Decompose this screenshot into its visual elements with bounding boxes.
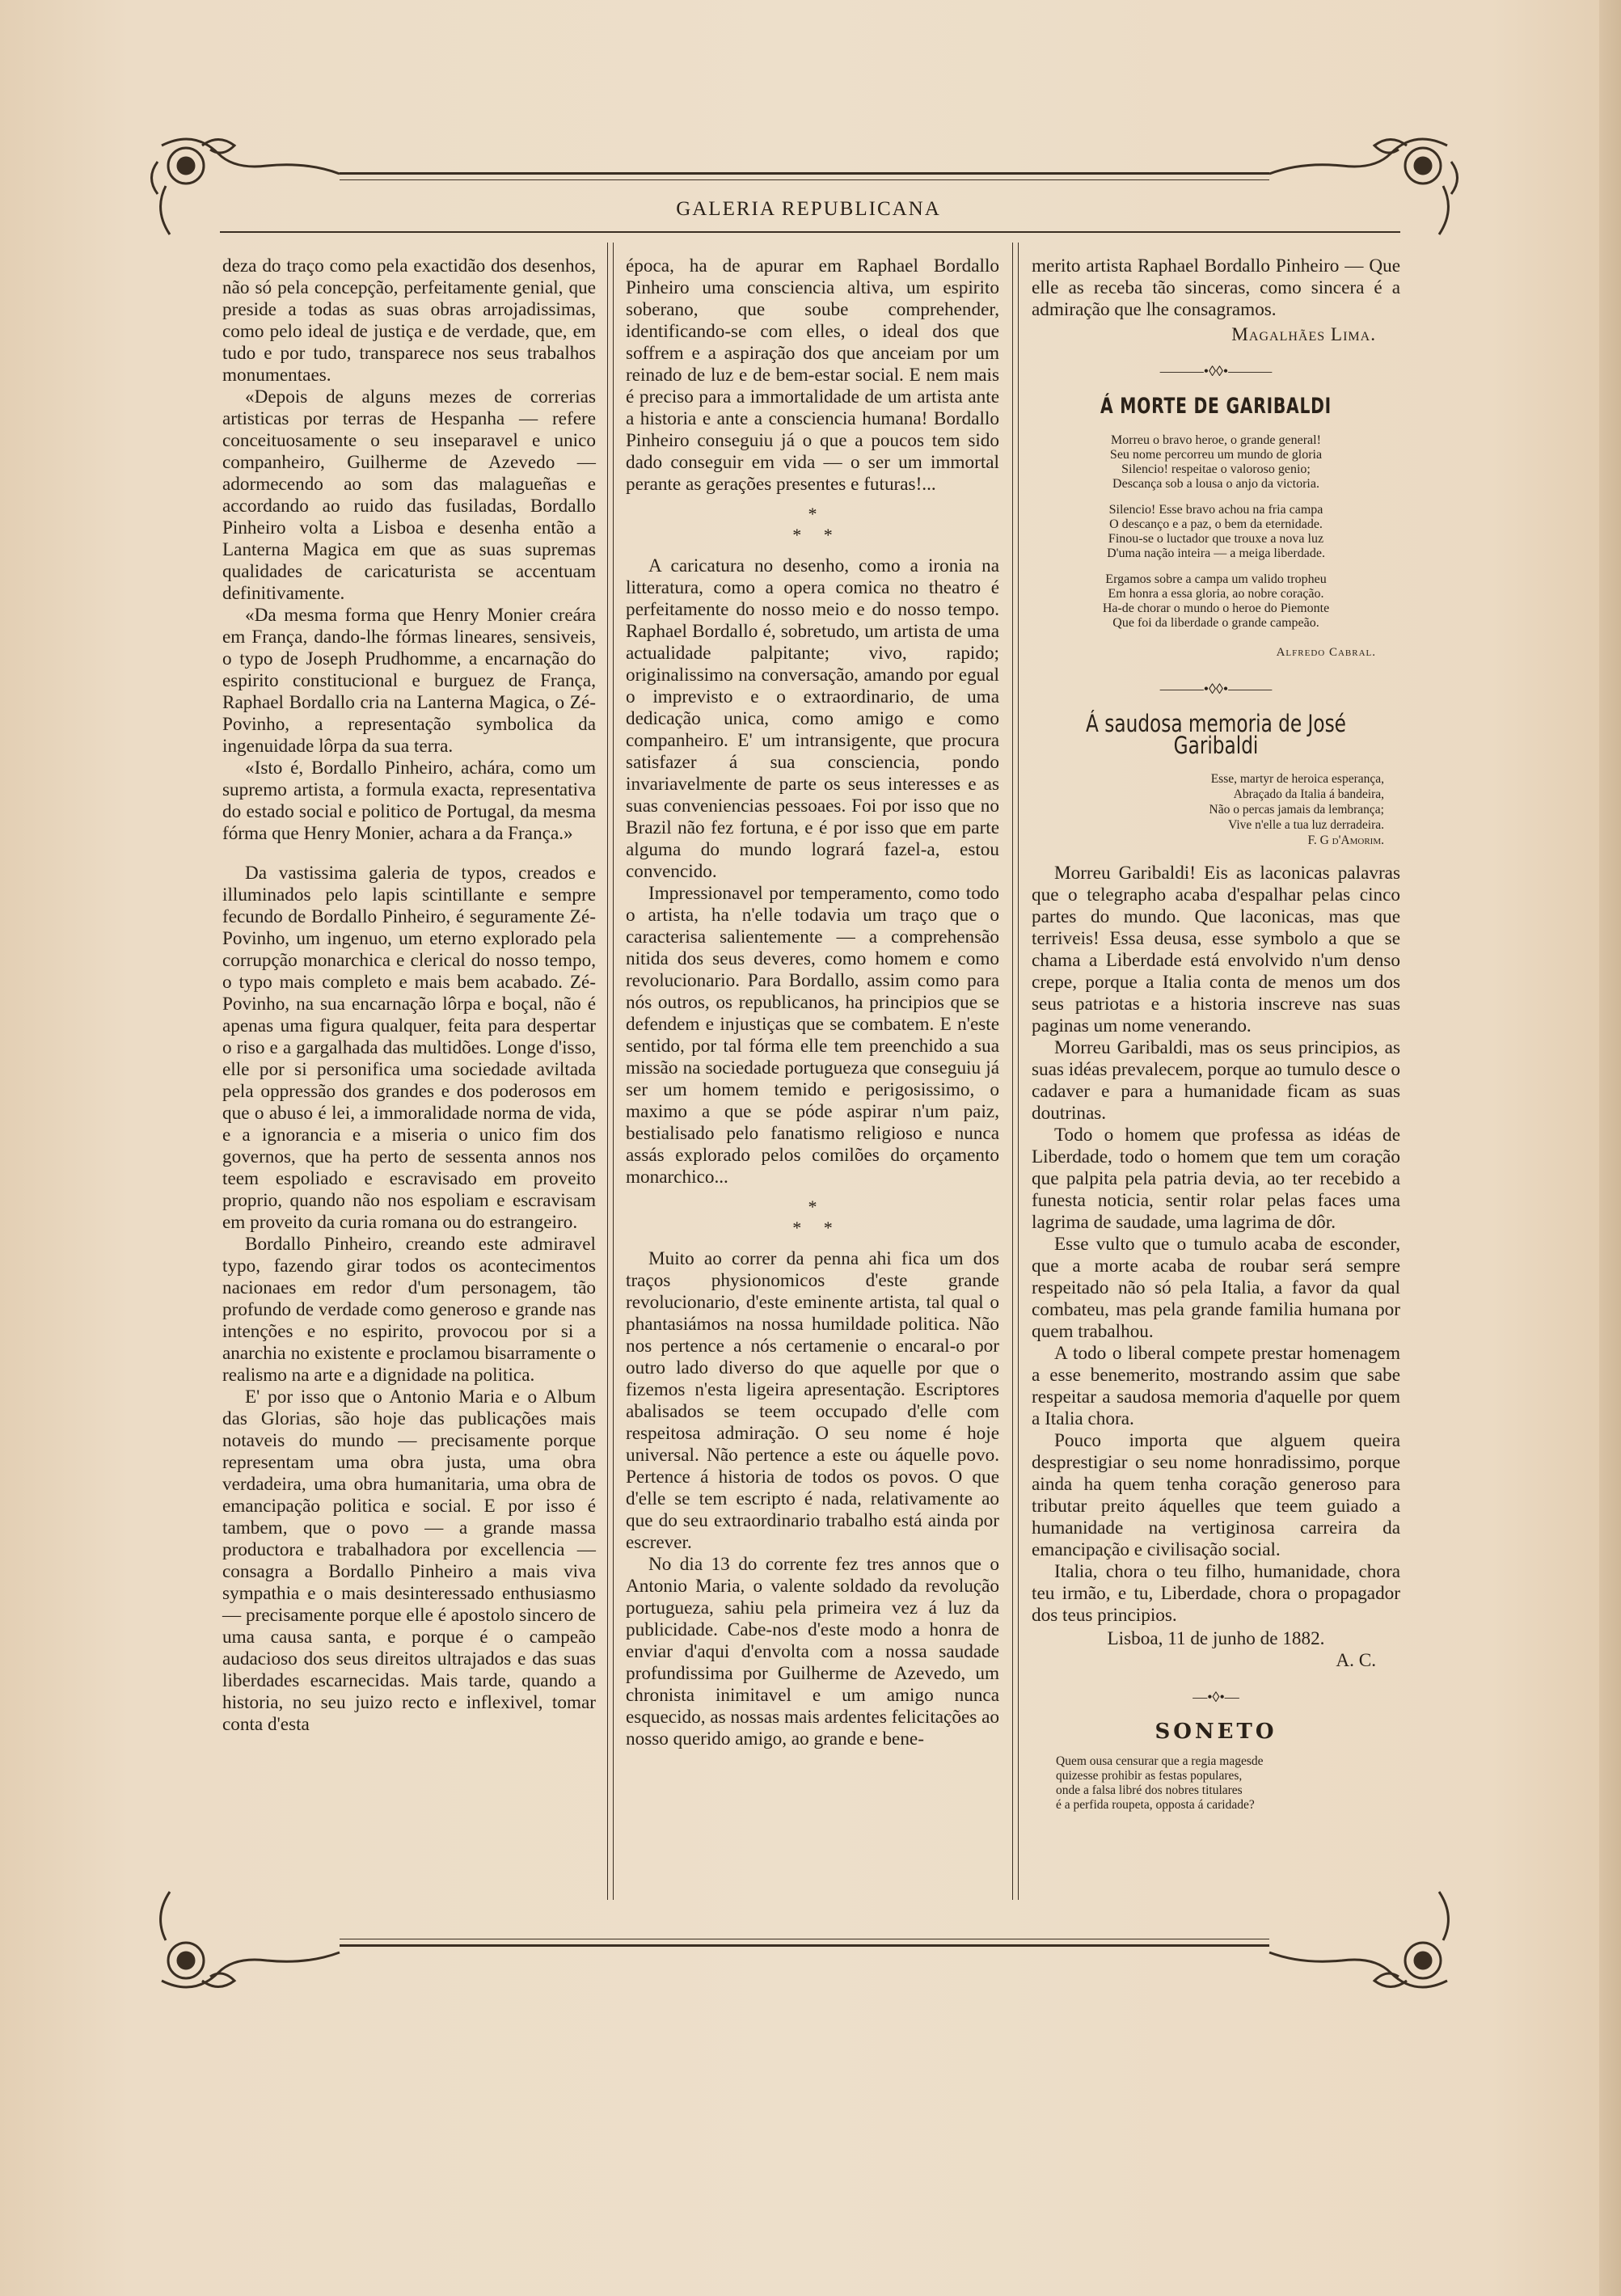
signature: Alfredo Cabral. [1276,646,1376,659]
paragraph: época, ha de apurar em Raphael Bordallo Pinheiro uma consciencia altiva, um espirito soberano, que soube comprehender, identificando-se com elles, o ideal dos que soffrem e a aspiração dos que anceiam por um reinado de luz e de bem-estar social. E nem mais é preciso para a immortalidade de um artista ante a historia e ante a consciencia humana! Bordallo Pinheiro conseguiu já o que a poucos tem sido dado conseguir em vida — o ser um immortal perante as gerações presentes e futuras!... [626,255,999,495]
page-fold-edge [1599,0,1621,2296]
ornament-bottom-right [1261,1884,1463,1997]
paragraph: No dia 13 do corrente fez tres annos que o Antonio Maria, o valente soldado da revolução portugueza, sahiu pela primeira vez á luz da publicidade. Cabe-nos d'este modo a honra de enviar d'aqui d'envolta com a nossa saudade profundissima por Guilherme de Azevedo, um chronista inimitavel e um amigo nunca esquecido, as nossas mais ardentes felicitações ao nosso querido amigo, ao grande e bene- [626,1554,999,1749]
poem-stanza: Silencio! Esse bravo achou na fria campa O descanço e a paz, o bem da eternidade. Finou-se o luctador que trouxe a nova luz D'uma nação inteira — a meiga liberdade. [1107,503,1325,560]
epigraph: Esse, martyr de heroica esperança, Abraçado da Italia á bandeira, Não o percas jamais da lembrança; Vive n'elle a tua luz derradeira. F. G d'Amorim. [1209,772,1384,847]
paragraph: Morreu Garibaldi! Eis as laconicas palavras que o telegrapho acaba d'espalhar pelas cinco partes do mundo. Que laconicas, mas que terriveis! Essa deusa, esse symbolo a que se chama a Liberdade está envolvido n'um denso crepe, porque a Italia conta de menos um dos seus patriotas e a historia inscreve nas suas paginas um nome venerando. [1032,863,1400,1036]
paragraph: A caricatura no desenho, como a ironia na litteratura, como a opera comica no theatro é perfeitamente do nosso meio e do nosso tempo. Raphael Bordallo é, sobretudo, um artista de uma actualidade palpitante; vivo, rapido; originalissimo na conversação, amando por egual o imprevisto e o extraordinario, de uma dedicação unica, como amigo e como companheiro. E' um intransigente, que procura satisfazer á sua consciencia, pondo invariavelmente de parte os seus interesses e as suas conveniencias pessoaes. Foi por isso que no Brazil não fez fortuna, e é por isso que em parte alguma do mundo logrará fazel-a, estou convencido. [626,555,999,882]
column-rule-1 [607,243,614,1900]
section-title: Á saudosa memoria de José Garibaldi [1086,710,1346,759]
paragraph: deza do traço como pela exactidão dos desenhos, não só pela concepção, perfeitamente genial, que preside a todas as suas obras arrojadissimas, como pelo ideal de justiça e de verdade, que, em tudo e por tudo, transparece nos seus trabalhos monumentaes. [222,255,596,386]
sonnet-stanza: Quem ousa censurar que a regia magesde quizesse prohibir as festas populares, onde a falsa libré dos nobres titulares é a perfida roupeta, opposta á caridade? [1056,1754,1264,1812]
ornament-top-right [1261,129,1463,243]
signature: Magalhães Lima. [1231,324,1376,345]
paragraph: Muito ao correr da penna ahi fica um dos traços physionomicos d'este grande revolucionario, d'este eminente artista, tal qual o phantasiámos na nossa humildade politica. Não nos pertence a nós certamenie o encaral-o por outro lado diverso do que aquelle por que o fizemos n'esta ligeira apresentação. Escriptores abalisados se teem occupado d'elle com respeitosa admiração. O seu nome é hoje universal. Não pertence a este ou áquelle povo. Pertence á historia de todos os povos. O que d'elle se tem escripto é nada, relativamente ao que do seu extraordinario trabalho está ainda por escrever. [626,1248,999,1553]
paragraph: «Depois de alguns mezes de correrias artisticas por terras de Hespanha — refere conceituosamente o seu inseparavel e unico companheiro, Guilherme de Azevedo — adormecendo ao som das malagueñas e accordando ao ruido das fusiladas, Bordallo Pinheiro volta a Lisboa e desenha então a Lanterna Magica em que as suas supremas qualidades de caricaturista se accentuam definitivamente. [222,386,596,604]
initials-signature: A. C. [1336,1650,1376,1671]
ornament-bottom-left [146,1884,348,1997]
section-title: Á MORTE DE GARIBALDI [1100,394,1332,419]
poem-stanza: Morreu o bravo heroe, o grande general! Seu nome percorreu um mundo de gloria Silencio! respeitae o valoroso genio; Descança sob a lousa o anjo da victoria. [1109,433,1323,491]
running-title: GALERIA REPUBLICANA [676,198,941,220]
section-title: SONETO [1155,1720,1277,1744]
paragraph: Esse vulto que o tumulo acaba de esconder, que a morte acaba de roubar será sempre respeitado não só pela Italia, a favor da qual combateu, mas pela grande familia humana por quem trabalhou. [1032,1234,1400,1342]
divider: —•◊•— [1193,1689,1239,1705]
poem-stanza: Ergamos sobre a campa um valido tropheu Em honra a essa gloria, ao nobre coração. Ha-de chorar o mundo o heroe do Piemonte Que foi da liberdade o grande campeão. [1102,572,1330,630]
paragraph: «Isto é, Bordallo Pinheiro, achára, como um supremo artista, a formula exacta, representativa do estado social e politico de Portugal, da mesma fórma que Henry Monier, achara a da França.» [222,758,596,844]
paragraph: Morreu Garibaldi, mas os seus principios, as suas idéas prevalecem, porque ao tumulo desce o cadaver e para a humanidade ficam as suas doutrinas. [1032,1037,1400,1124]
bottom-border-rule [340,1939,1269,1947]
column-3 [1032,255,1400,1813]
ornament-top-left [146,129,348,243]
top-border-rule [340,172,1269,180]
paragraph: Pouco importa que alguem queira desprestigiar o seu nome honradissimo, porque ainda ha quem tenha coração generoso para tributar preito áquelles que teem guiado a humanidade na vertiginosa carreira da emancipação e civilisação social. [1032,1430,1400,1560]
paragraph: Da vastissima galeria de typos, creados e illuminados pelo lapis scintillante e sempre fecundo de Bordallo Pinheiro, é seguramente Zé-Povinho, um ingenuo, um eterno explorado pela corrupção monarchica e clerical do nosso tempo, o typo mais completo e mais bem acabado. Zé-Povinho, na sua encarnação lôrpa e boçal, não é apenas uma figura qualquer, feita para despertar o riso e a gargalhada das multidões. Longe d'isso, elle por si personifica uma sociedade aviltada pela oppressão dos grandes e dos poderosos em que o abuso é lei, a immoralidade norma de vida, e a ignorancia e a miseria o unico fim dos governos, que ha perto de sessenta annos nos teem espoliado e escravisado em proveito proprio, quando não nos espoliam e escravisam em proveito da curia romana ou do estrangeiro. [222,863,596,1233]
paragraph: Italia, chora o teu filho, humanidade, chora teu irmão, e tu, Liberdade, chora o propagador dos teus principios. [1032,1561,1400,1626]
column-2 [626,255,999,1750]
section-stars: * * * [792,1197,833,1238]
paragraph: Impressionavel por temperamento, como todo o artista, ha n'elle todavia um traço que o caracterisa salientemente — a comprehensão nitida dos seus deveres, como homem e como revolucionario. Para Bordallo, assim como para nós outros, os republicanos, ha principios que se defendem e injustiças que se combatem. E n'este sentido, por tal fórma elle tem preenchido a sua missão na sociedade portugueza que conseguiu já ser um homem temido e perigosissimo, o maximo a que se póde aspirar n'um paiz, bestialisado pelo fanatismo religioso e nunca assás explorado pelos comilões do orçamento monarchico... [626,883,999,1188]
paragraph: A todo o liberal compete prestar homenagem a esse benemerito, mostrando assim que sabe respeitar a saudosa memoria d'aquelle por quem a Italia chora. [1032,1343,1400,1429]
paragraph: Bordallo Pinheiro, creando este admiravel typo, fazendo girar todos os acontecimentos nacionaes em redor d'um personagem, tão profundo de verdade como generoso e grande nas intenções e no espirito, provocou por si a anarchia no existente e proclamou bisarramente o realismo na arte e a dignidade na politica. [222,1234,596,1386]
paragraph: merito artista Raphael Bordallo Pinheiro — Que elle as receba tão sinceras, como sincera é a admiração que lhe consagramos. [1032,255,1400,320]
paragraph: «Da mesma forma que Henry Monier creára em França, dando-lhe fórmas lineares, sensiveis, o typo de Joseph Prudhomme, a encarnação do espirito constitucional e burguez de França, Raphael Bordallo cria na Lanterna Magica, o Zé-Povinho, a representação symbolica da ingenuidade lôrpa da sua terra. [222,605,596,757]
dateline: Lisboa, 11 de junho de 1882. [1107,1628,1325,1649]
column-1 [222,255,596,1736]
paragraph: E' por isso que o Antonio Maria e o Album das Glorias, são hoje das publicações mais notaveis do mundo — precisamente porque representam uma obra justa, uma obra verdadeira, uma obra humanitaria, uma obra de emancipação politica e social. E por isso é tambem, que o povo — a grande massa productora e trabalhadora por excellencia — consagra a Bordallo Pinheiro a mais viva sympathia e o mais desinteressado enthusiasmo — precisamente porque elle é apostolo sincero de uma causa santa, e porque é o campeão audacioso dos seus direitos ultrajados e das suas liberdades escarnecidas. Mais tarde, quando a historia, no seu juizo recto e inflexivel, tomar conta d'esta [222,1386,596,1735]
divider: ———•◊◊•——— [1159,681,1273,697]
header-rule [220,231,1400,233]
section-stars: * * * [792,504,833,545]
paragraph: Todo o homem que professa as idéas de Liberdade, todo o homem que tem um coração que palpita pela patria devia, ao ter recebido a funesta noticia, sentir rolar pelas faces uma lagrima de saudade, uma lagrima de dôr. [1032,1125,1400,1233]
column-rule-2 [1012,243,1019,1900]
divider: ———•◊◊•——— [1159,363,1273,379]
